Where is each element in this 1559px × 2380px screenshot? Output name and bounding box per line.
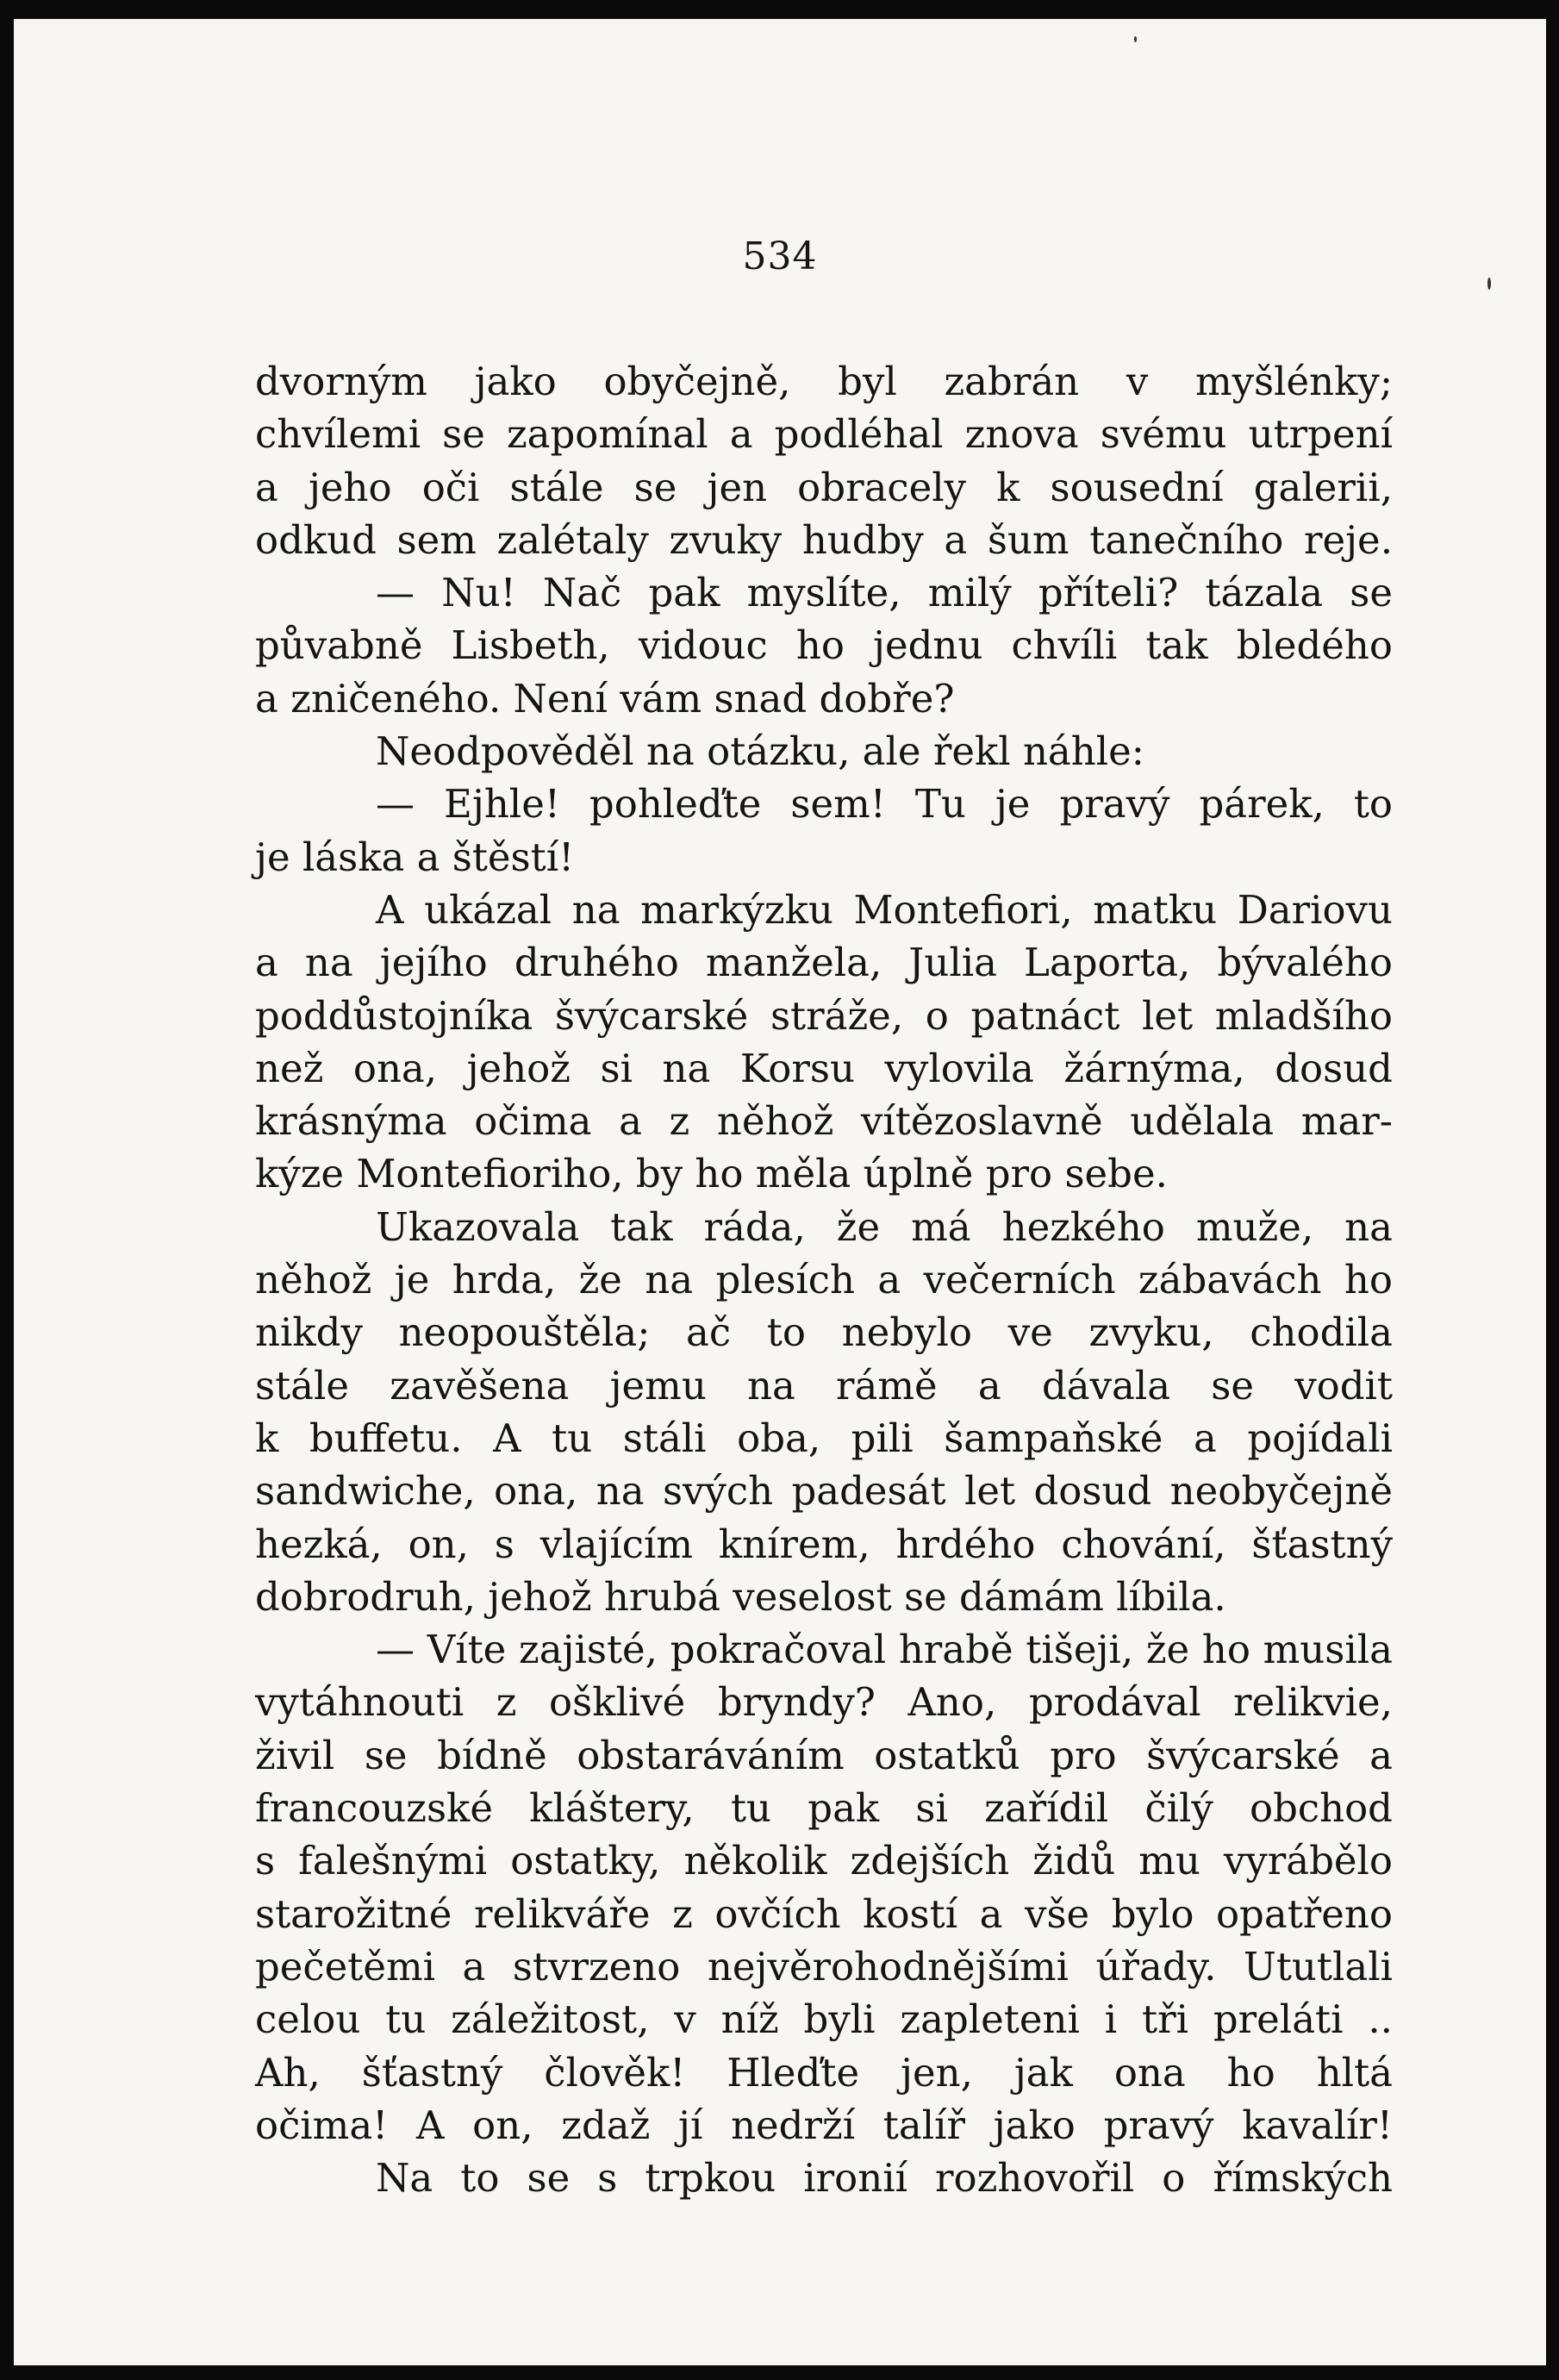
book-page — [14, 19, 1546, 2365]
text-line: francouzské kláštery, tu pak si zařídil čilý obchod — [255, 1785, 1393, 1832]
text-line: nikdy neopouštěla; ač to nebylo ve zvyku, chodila — [255, 1309, 1393, 1356]
text-line: chvílemi se zapomínal a podléhal znova svému utrpení — [255, 411, 1393, 458]
text-line: hezká, on, s vlajícím knírem, hrdého chování, šťastný — [255, 1521, 1393, 1567]
page-number: 534 — [742, 234, 818, 278]
text-line: očima! A on, zdaž jí nedrží talíř jako pravý kavalír! — [255, 2102, 1393, 2148]
text-line: a zničeného. Není vám snad dobře? — [255, 675, 955, 721]
text-line: celou tu záležitost, v níž byli zapleteni i tři preláti .. — [255, 1996, 1393, 2043]
body-text — [255, 355, 1393, 2204]
text-line: pečetěmi a stvrzeno nejvěrohodnějšími úřady. Ututlali — [255, 1943, 1393, 1990]
text-line: je láska a štěstí! — [255, 834, 575, 880]
text-line: živil se bídně obstaráváním ostatků pro švýcarské a — [255, 1732, 1393, 1778]
text-line: — Ejhle! pohleďte sem! Tu je pravý párek, to — [376, 781, 1393, 828]
text-line: odkud sem zalétaly zvuky hudby a šum tanečního reje. — [255, 516, 1393, 563]
text-line: dvorným jako obyčejně, byl zabrán v myšlénky; — [255, 359, 1393, 404]
text-line: krásnýma očima a z něhož vítězoslavně udělala mar- — [255, 1098, 1393, 1145]
text-line: něhož je hrda, že na plesích a večerních zábavách ho — [255, 1257, 1393, 1303]
text-line: Neodpověděl na otázku, ale řekl náhle: — [376, 728, 1144, 775]
text-line: A ukázal na markýzku Montefiori, matku Dariovu — [376, 886, 1393, 933]
scan-speck — [1134, 36, 1137, 42]
text-line: než ona, jehož si na Korsu vylovila žárnýma, dosud — [255, 1045, 1393, 1091]
text-line: půvabně Lisbeth, vidouc ho jednu chvíli tak bledého — [255, 622, 1393, 669]
scan-speck — [1487, 278, 1491, 290]
text-line: poddůstojníka švýcarské stráže, o patnáct let mladšího — [255, 992, 1393, 1039]
text-line: starožitné relikváře z ovčích kostí a vše bylo opatřeno — [255, 1890, 1393, 1937]
text-line: Ukazovala tak ráda, že má hezkého muže, na — [376, 1203, 1393, 1250]
text-line: a jeho oči stále se jen obracely k sousední galerii, — [255, 464, 1393, 510]
text-line: k buffetu. A tu stáli oba, pili šampaňské a pojídali — [255, 1415, 1393, 1461]
text-line: stále zavěšena jemu na rámě a dávala se vodit — [255, 1362, 1393, 1409]
text-line: Ah, šťastný člověk! Hleďte jen, jak ona ho hltá — [255, 2049, 1393, 2096]
text-line: kýze Montefioriho, by ho měla úplně pro sebe. — [255, 1151, 1168, 1197]
text-line: vytáhnouti z ošklivé bryndy? Ano, prodával relikvie, — [255, 1679, 1393, 1726]
text-line: sandwiche, ona, na svých padesát let dosud neobyčejně — [255, 1468, 1393, 1515]
text-line: — Víte zajisté, pokračoval hrabě tišeji, že ho musila — [376, 1627, 1393, 1673]
text-line: s falešnými ostatky, několik zdejších židů mu vyrábělo — [255, 1838, 1393, 1884]
text-line: Na to se s trpkou ironií rozhovořil o římských — [376, 2155, 1393, 2202]
text-line: — Nu! Nač pak myslíte, milý příteli? tázala se — [376, 570, 1393, 616]
text-line: a na jejího druhého manžela, Julia Laporta, bývalého — [255, 940, 1393, 986]
text-line: dobrodruh, jehož hrubá veselost se dámám líbila. — [255, 1573, 1226, 1620]
